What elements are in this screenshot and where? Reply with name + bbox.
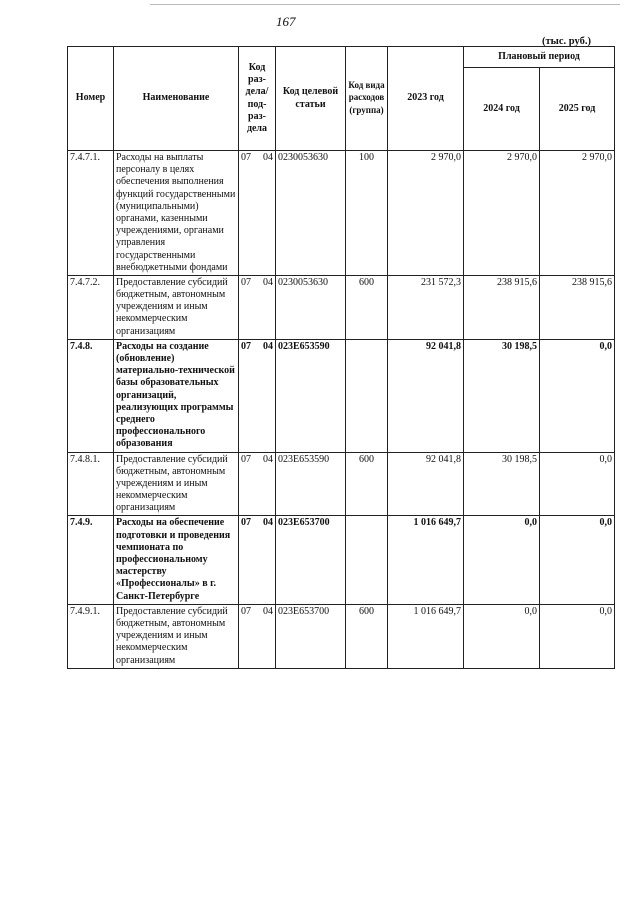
table-row — [68, 339, 615, 452]
row-name: Предоставление субсидий бюджетным, автономным учреждениям и иным некоммерческим организациям — [114, 452, 239, 516]
header-section-code — [239, 47, 276, 151]
row-amount-2023: 231 572,3 — [388, 275, 464, 339]
row-section: 07 — [241, 517, 251, 529]
header-target-code-text: Код целевой статьи — [282, 86, 339, 110]
row-section: 07 — [241, 340, 251, 352]
row-target-code: 0230053630 — [276, 275, 346, 339]
row-section: 07 — [241, 605, 251, 617]
table-row — [68, 275, 615, 339]
row-amount-2023: 1 016 649,7 — [388, 604, 464, 668]
row-amount-2023: 92 041,8 — [388, 339, 464, 452]
row-subsection: 04 — [263, 605, 273, 617]
row-target-code: 023E653700 — [276, 604, 346, 668]
header-expense-type — [346, 47, 388, 151]
row-section: 07 — [241, 152, 251, 163]
top-rule — [150, 4, 620, 5]
header-number: Номер — [68, 47, 114, 151]
row-target-code: 023E653590 — [276, 452, 346, 516]
row-subsection: 04 — [263, 340, 273, 352]
row-amount-2025: 2 970,0 — [540, 151, 615, 276]
header-target-code — [276, 47, 346, 151]
row-name: Расходы на создание (обновление) материально-технической базы образовательных организаций, реализующих программы среднего профессионального образования — [114, 339, 239, 452]
header-name: Наименование — [114, 47, 239, 151]
row-name: Расходы на обеспечение подготовки и проведения чемпионата по профессиональному мастерству «Профессионалы» в г. Санкт-Петербурге — [114, 516, 239, 604]
row-amount-2025: 0,0 — [540, 604, 615, 668]
row-expense-type: 600 — [346, 604, 388, 668]
row-section-code — [239, 275, 276, 339]
row-amount-2024: 0,0 — [464, 516, 540, 604]
row-subsection: 04 — [263, 152, 273, 163]
table-body — [68, 151, 615, 669]
units-label: (тыс. руб.) — [542, 36, 591, 47]
row-subsection: 04 — [263, 517, 273, 529]
row-section: 07 — [241, 276, 251, 288]
table-row — [68, 516, 615, 604]
header-expense-type-text: Код вида расходов (группа) — [348, 80, 385, 115]
page-number: 167 — [276, 14, 296, 29]
row-number: 7.4.8. — [68, 339, 114, 452]
row-amount-2025: 238 915,6 — [540, 275, 615, 339]
row-name: Расходы на выплаты персоналу в целях обеспечения выполнения функций государственными (муниципальными) органами, казенными учреждениями, органами управления государственными внебюджетными фондами — [114, 151, 239, 276]
row-expense-type: 600 — [346, 452, 388, 516]
row-name: Предоставление субсидий бюджетным, автономным учреждениям и иным некоммерческим организациям — [114, 275, 239, 339]
row-number: 7.4.7.1. — [68, 151, 114, 276]
row-amount-2024: 30 198,5 — [464, 339, 540, 452]
header-planned-period: Плановый период — [464, 47, 615, 68]
header-year-2025: 2025 год — [540, 68, 615, 151]
row-amount-2024: 238 915,6 — [464, 275, 540, 339]
table-row — [68, 604, 615, 668]
row-amount-2025: 0,0 — [540, 339, 615, 452]
row-expense-type — [346, 516, 388, 604]
row-amount-2023: 1 016 649,7 — [388, 516, 464, 604]
row-expense-type: 100 — [346, 151, 388, 276]
row-number: 7.4.9.1. — [68, 604, 114, 668]
budget-table — [67, 46, 615, 669]
row-number: 7.4.8.1. — [68, 452, 114, 516]
row-section-code — [239, 452, 276, 516]
row-target-code: 0230053630 — [276, 151, 346, 276]
row-target-code: 023E653700 — [276, 516, 346, 604]
row-number: 7.4.7.2. — [68, 275, 114, 339]
table-row — [68, 452, 615, 516]
row-amount-2025: 0,0 — [540, 516, 615, 604]
header-section-code-text: Код раз-дела/ под-раз-дела — [245, 61, 269, 134]
header-year-2023: 2023 год — [388, 47, 464, 151]
row-number: 7.4.9. — [68, 516, 114, 604]
row-amount-2024: 0,0 — [464, 604, 540, 668]
row-amount-2023: 92 041,8 — [388, 452, 464, 516]
row-subsection: 04 — [263, 453, 273, 465]
row-amount-2024: 30 198,5 — [464, 452, 540, 516]
row-target-code: 023E653590 — [276, 339, 346, 452]
row-amount-2024: 2 970,0 — [464, 151, 540, 276]
row-name: Предоставление субсидий бюджетным, автономным учреждениям и иным некоммерческим организациям — [114, 604, 239, 668]
row-section-code — [239, 604, 276, 668]
table-row — [68, 151, 615, 276]
row-section-code — [239, 339, 276, 452]
row-section-code — [239, 151, 276, 276]
row-expense-type: 600 — [346, 275, 388, 339]
row-expense-type — [346, 339, 388, 452]
row-section: 07 — [241, 453, 251, 465]
row-subsection: 04 — [263, 276, 273, 288]
header-year-2024: 2024 год — [464, 68, 540, 151]
row-section-code — [239, 516, 276, 604]
row-amount-2025: 0,0 — [540, 452, 615, 516]
row-amount-2023: 2 970,0 — [388, 151, 464, 276]
